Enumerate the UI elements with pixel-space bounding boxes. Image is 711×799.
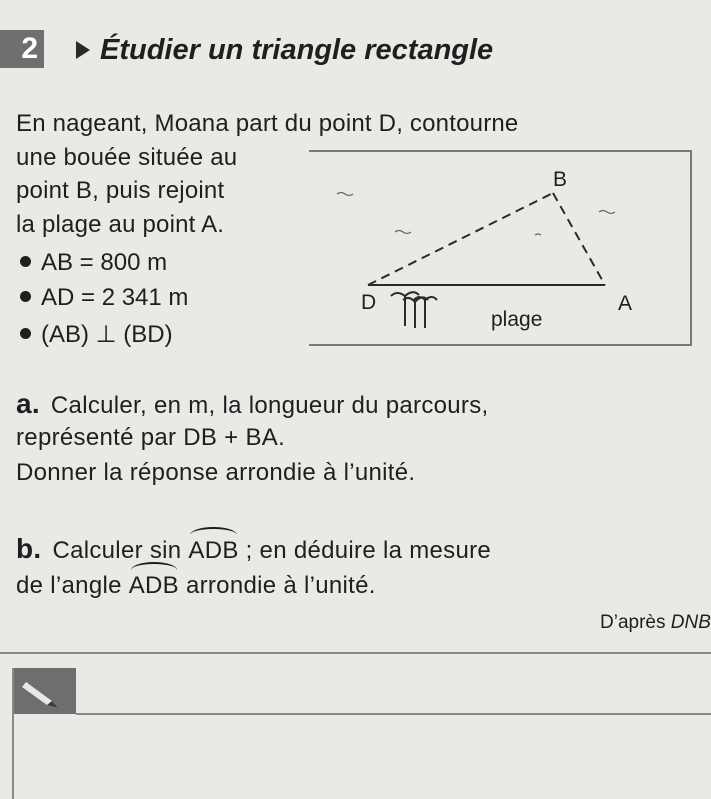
exercise-number: 2 <box>0 30 44 68</box>
question-b-line-1 <box>16 531 491 565</box>
question-b-line-2 <box>16 566 376 600</box>
bullet-icon <box>20 256 31 267</box>
given-ad-text: AD = 2 341 m <box>41 284 189 311</box>
given-ab-text: AB = 800 m <box>41 249 168 276</box>
wave-icon <box>535 234 541 235</box>
question-a-line-3: Donner la réponse arrondie à l’unité. <box>16 459 416 486</box>
answer-line <box>76 713 711 715</box>
play-icon <box>76 41 90 59</box>
path-ba <box>553 193 605 285</box>
palm-tree-icon <box>391 292 437 328</box>
intro-line-4: la plage au point A. <box>16 211 225 238</box>
question-a-line-2: représenté par DB + BA. <box>16 424 286 451</box>
path-db <box>368 193 553 285</box>
intro-line-2: une bouée située au <box>16 144 238 171</box>
source-prefix: D’après <box>600 612 666 633</box>
intro-line-3: point B, puis rejoint <box>16 177 225 204</box>
triangle-figure <box>309 150 692 346</box>
pencil-badge <box>14 668 76 714</box>
question-b-prefix-2: de l’angle <box>16 572 122 599</box>
question-a-line-1 <box>16 388 489 420</box>
angle-adb-2: ADB <box>129 566 179 600</box>
beach-label: plage <box>491 308 543 331</box>
question-a-letter: a. <box>16 388 40 419</box>
bullet-icon <box>20 291 31 302</box>
label-b: B <box>553 168 568 191</box>
source-note <box>600 612 711 634</box>
wave-icon <box>337 193 353 196</box>
given-ad <box>20 284 188 312</box>
bullet-icon <box>20 328 31 339</box>
divider <box>0 652 711 654</box>
label-d: D <box>361 291 377 314</box>
question-a-text-1: Calculer, en m, la longueur du parcours, <box>50 392 489 419</box>
given-perpendicular-text: (AB) ⊥ (BD) <box>41 321 173 348</box>
angle-adb: ADB <box>188 531 238 565</box>
source-name: DNB <box>670 612 711 633</box>
exercise-title: Étudier un triangle rectangle <box>100 34 494 66</box>
question-b-suffix-1: ; en déduire la mesure <box>245 537 492 564</box>
question-b-suffix-2: arrondie à l’unité. <box>185 572 376 599</box>
pencil-icon <box>14 668 76 714</box>
question-b-prefix-1: Calculer sin <box>52 537 182 564</box>
question-b-letter: b. <box>16 533 42 564</box>
wave-icon <box>395 231 411 234</box>
wave-icon <box>599 211 615 214</box>
given-perpendicular <box>20 320 173 349</box>
intro-line-1: En nageant, Moana part du point D, contourne <box>16 110 519 137</box>
label-a: A <box>618 292 633 315</box>
given-ab <box>20 249 167 277</box>
